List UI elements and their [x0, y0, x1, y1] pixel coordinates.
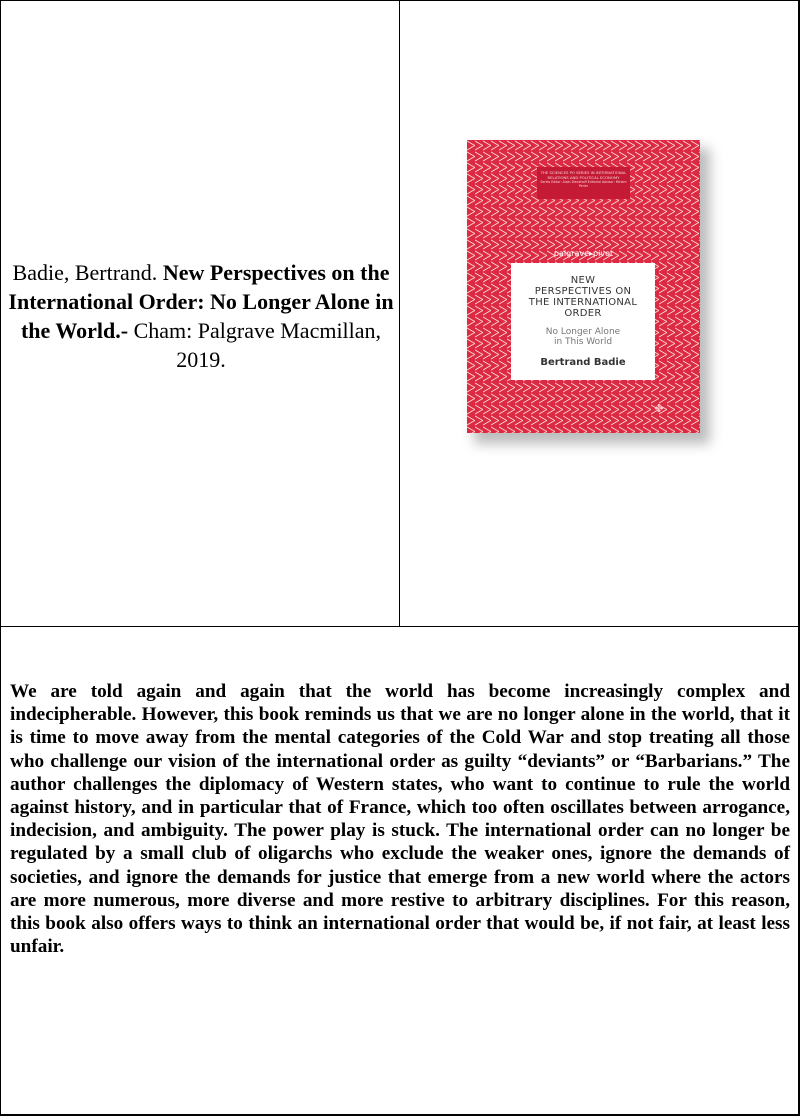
cover-title-box: [511, 263, 655, 380]
cover-title: NEW PERSPECTIVES ON THE INTERNATIONAL ORDER: [528, 275, 638, 319]
palgrave-logo-icon: ✤: [654, 402, 664, 415]
row-divider: [0, 626, 800, 627]
citation-publication: Cham: Palgrave Macmillan, 2019.: [133, 318, 382, 372]
border-left: [0, 0, 1, 1116]
citation-author: Badie, Bertrand.: [12, 260, 158, 285]
border-top: [0, 0, 800, 1]
cover-imprint: palgrave▸pivot: [553, 249, 614, 258]
citation-title: New Perspectives on the International Order: No Longer Alone in the World.-: [8, 260, 394, 343]
cover-author: Bertrand Badie: [540, 357, 626, 368]
cover-subtitle: No Longer Alone in This World: [545, 327, 621, 347]
citation: [6, 258, 396, 374]
column-divider: [399, 0, 400, 627]
cover-series-editors: Series Editor: Alain Dieckhoff Editorial Advisor: Miriam Perier: [540, 180, 627, 188]
book-cover-image: [467, 140, 700, 433]
abstract-text: We are told again and again that the world has become increasingly complex and indecipherable. However, this book reminds us that we are no longer alone in the world, that it is time to move away from the mental categories of the Cold War and stop treating all those who challenge our vision of the international order as guilty “deviants” or “Barbarians.” The author challenges the diplomacy of Western states, who want to continue to rule the world against history, and in particular that of France, which too often oscillates between arrogance, indecision, and ambiguity. The power play is stuck. The international order can no longer be regulated by a small club of oligarchs who exclude the weaker ones, ignore the demands of societies, and ignore the demands for justice that emerge from a new world where the actors are more numerous, more diverse and more restive to arbitrary disciplines. For this reason, this book also offers ways to think an international order that would be, if not fair, at least less unfair.: [10, 681, 790, 958]
cover-series-name: THE SCIENCES PO SERIES IN INTERNATIONAL RELATIONS AND POLITICAL ECONOMY: [540, 170, 627, 180]
cover-series-box: [537, 167, 630, 199]
